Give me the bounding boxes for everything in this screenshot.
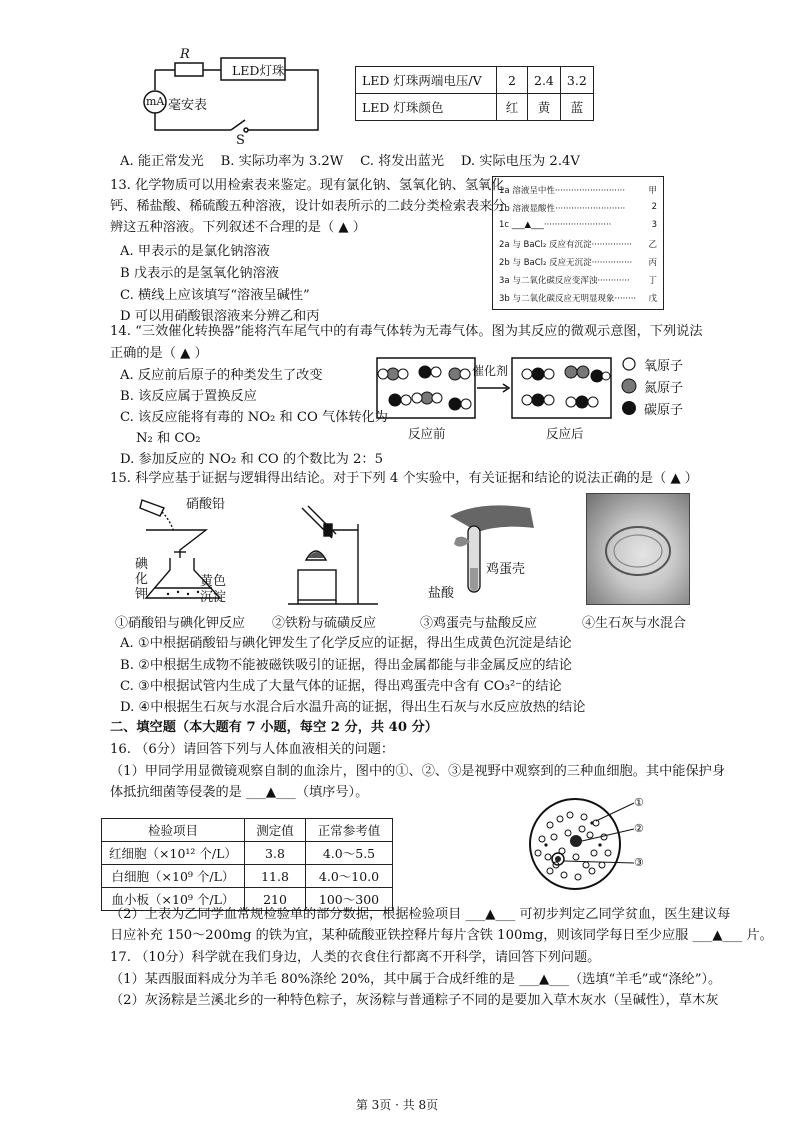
q17-line-3: （2）灰汤粽是兰溪北乡的一种特色粽子，灰汤粽与普通粽子不同的是要加入草木灰水（呈碱性），草木灰 — [110, 993, 719, 1008]
caption-experiment-3: ③鸡蛋壳与盐酸反应 — [420, 616, 538, 631]
milliammeter-symbol: mA — [146, 95, 165, 108]
legend-nitrogen: 氮原子 — [644, 381, 684, 396]
q14-option-d: D. 参加反应的 NO₂ 和 CO 的个数比为 2：5 — [120, 452, 384, 467]
legend-oxygen: 氧原子 — [644, 359, 684, 374]
marker-2: ② — [634, 822, 644, 835]
page-footer: 第 3页 · 共 8页 — [355, 1098, 439, 1112]
table-cell: 白细胞（×10⁹ 个/L） — [102, 865, 245, 888]
table-header-cell: LED 灯珠颜色 — [356, 94, 497, 121]
caption-experiment-2: ②铁粉与硫磺反应 — [272, 616, 377, 631]
blood-smear-diagram — [520, 795, 640, 895]
led-table — [355, 66, 594, 121]
section-2-heading: 二、填空题（本大题有 7 小题，每空 2 分，共 40 分） — [110, 720, 438, 735]
table-cell: 3.8 — [245, 842, 306, 865]
q16-line-5: 日应补充 150～200mg 的铁为宜，某种硫酸亚铁控释片每片含铁 100mg，则该同学每日至少应服 ___▲___ 片。 — [110, 928, 773, 943]
table-cell: 4.0～10.0 — [306, 865, 393, 888]
led-label: LED灯珠 — [232, 63, 285, 78]
q16-line-2: （1）甲同学用显微镜观察自制的血涂片，图中的①、②、③是视野中观察到的三种血细胞。其中能保护身 — [110, 764, 726, 779]
table-cell: 血小板（×10⁹ 个/L） — [102, 888, 245, 911]
q15-option-c: C. ③中根据试管内生成了大量气体的证据，得出鸡蛋壳中含有 CO₃²⁻的结论 — [120, 679, 562, 694]
q15-line: 15. 科学应基于证据与逻辑得出结论。对于下列 4 个实验中，有关证据和结论的说法正确的是（ ▲ ） — [110, 471, 698, 486]
ki-label-3: 钾 — [135, 587, 149, 602]
switch-label: S — [236, 133, 245, 148]
oxygen-atom-icon — [623, 358, 635, 370]
q13-option-c: C. 横线上应该填写“溶液呈碱性” — [120, 288, 310, 303]
table-cell: 黄 — [528, 94, 561, 121]
table-cell: 2 — [497, 67, 528, 94]
key-row-text: 2b 与 BaCl₂ 反应无沉淀··············· — [499, 258, 633, 268]
key-row — [499, 184, 657, 196]
atom-legend-icons — [620, 355, 640, 419]
q16-line-4: （2）上表为乙同学血常规检验单的部分数据，根据检验项目 ___▲___ 可初步判定乙同学贫血，医生建议每 — [110, 907, 731, 922]
q13-line-2: 钙、稀盐酸、稀硫酸五种溶液，设计如表所示的二歧分类检索表来分 — [110, 199, 506, 214]
hcl-label: 盐酸 — [428, 586, 455, 601]
marker-3: ③ — [634, 856, 644, 869]
q13-option-a: A. 甲表示的是氯化钠溶液 — [120, 244, 270, 259]
q14-option-c-cont: N₂ 和 CO₂ — [136, 431, 201, 446]
experiment-4-bubble-icon — [596, 513, 678, 583]
blood-test-table — [101, 818, 393, 911]
key-row — [499, 274, 657, 286]
marker-1: ① — [634, 796, 644, 809]
ki-label-2: 化 — [135, 572, 149, 587]
table-row — [102, 865, 393, 888]
table-row — [102, 819, 393, 842]
legend-carbon: 碳原子 — [644, 403, 684, 418]
key-row-result: 2 — [651, 202, 657, 212]
key-row-text: 3b 与二氧化碳反应无明显现象········ — [499, 294, 637, 304]
yellow-precipitate-label-1: 黄色 — [200, 574, 227, 589]
experiment-2-figure — [288, 500, 378, 608]
q13-option-b: B 戊表示的是氢氧化钠溶液 — [120, 266, 279, 281]
table-row — [102, 842, 393, 865]
table-cell: 11.8 — [245, 865, 306, 888]
key-row-result: 丁 — [648, 276, 657, 286]
q15-option-b: B. ②中根据生成物不能被磁铁吸引的证据，得出金属都能与非金属反应的结论 — [120, 658, 572, 673]
table-cell: 210 — [245, 888, 306, 911]
lead-nitrate-label: 硝酸铅 — [186, 497, 226, 512]
table-cell: 蓝 — [560, 94, 593, 121]
nitrogen-atom-icon — [622, 379, 636, 393]
table-row — [356, 67, 594, 94]
eggshell-label: 鸡蛋壳 — [486, 562, 526, 577]
key-row-text: 1b 溶液显酸性·························· — [499, 204, 626, 214]
table-cell: 4.0～5.5 — [306, 842, 393, 865]
q16-line-3: 体抵抗细菌等侵袭的是 ___▲___（填序号）。 — [110, 785, 369, 800]
key-row-result: 甲 — [648, 186, 657, 196]
table-header-cell: 测定值 — [245, 819, 306, 842]
q14-option-c: C. 该反应能将有毒的 NO₂ 和 CO 气体转化为 — [120, 410, 388, 425]
before-label: 反应前 — [408, 426, 446, 441]
table-cell: 2.4 — [528, 67, 561, 94]
key-row-result: 戊 — [648, 294, 657, 304]
catalyst-label: 催化剂 — [472, 364, 509, 378]
milliammeter-label: 毫安表 — [168, 98, 208, 113]
q17-line-2: （1）某西服面料成分为羊毛 80%涤纶 20%，其中属于合成纤维的是 ___▲___（选填“羊毛”或“涤纶”）。 — [110, 972, 722, 987]
key-row-result: 3 — [651, 220, 657, 230]
table-header-cell: 正常参考值 — [306, 819, 393, 842]
key-row — [499, 220, 657, 230]
key-row-text: 2a 与 BaCl₂ 反应有沉淀··············· — [499, 240, 632, 250]
table-header-cell: LED 灯珠两端电压/V — [356, 67, 497, 94]
carbon-atom-icon — [622, 401, 636, 415]
q13-line-1: 13. 化学物质可以用检索表来鉴定。现有氯化钠、氢氧化钠、氢氧化 — [110, 178, 505, 193]
key-row-text: 1c ___▲___························· — [499, 220, 612, 230]
table-cell: 3.2 — [560, 67, 593, 94]
table-cell: 100～300 — [306, 888, 393, 911]
key-row-result: 丙 — [648, 258, 657, 268]
q12-options: A. 能正常发光 B. 实际功率为 3.2W C. 将发出蓝光 D. 实际电压为 2.4V — [120, 154, 580, 169]
q13-line-3: 辨这五种溶液。下列叙述不合理的是（ ▲ ） — [110, 220, 366, 235]
q16-line-1: 16. （6分）请回答下列与人体血液相关的问题： — [110, 742, 395, 757]
table-cell: 红 — [497, 94, 528, 121]
q14-line-1: 14. “三效催化转换器”能将汽车尾气中的有毒气体转为无毒气体。图为其反应的微观示意图，下列说法 — [110, 324, 703, 339]
resistor-label: R — [180, 47, 190, 62]
q15-option-a: A. ①中根据硝酸铅与碘化钾发生了化学反应的证据，得出生成黄色沉淀是结论 — [120, 636, 572, 651]
after-label: 反应后 — [546, 426, 584, 441]
caption-experiment-4: ④生石灰与水混合 — [582, 616, 687, 631]
key-row — [499, 292, 657, 304]
q17-line-1: 17. （10分）科学就在我们身边，人类的衣食住行都离不开科学，请回答下列问题。 — [110, 950, 601, 965]
table-cell: 红细胞（×10¹² 个/L） — [102, 842, 245, 865]
q14-option-a: A. 反应前后原子的种类发生了改变 — [120, 368, 323, 383]
q14-line-2: 正确的是（ ▲ ） — [110, 346, 208, 361]
key-row — [499, 256, 657, 268]
key-row — [499, 202, 657, 214]
key-row — [499, 238, 657, 250]
key-row-result: 乙 — [648, 240, 657, 250]
table-row — [356, 94, 594, 121]
ki-label-1: 碘 — [135, 557, 149, 572]
key-row-text: 1a 溶液呈中性·························· — [499, 186, 626, 196]
q15-option-d: D. ④中根据生石灰与水混合后水温升高的证据，得出生石灰与水反应放热的结论 — [120, 700, 586, 715]
key-row-text: 3a 与二氧化碳反应变浑浊············ — [499, 276, 630, 286]
q14-option-b: B. 该反应属于置换反应 — [120, 389, 257, 404]
caption-experiment-1: ①硝酸铅与碘化钾反应 — [115, 616, 246, 631]
yellow-precipitate-label-2: 沉淀 — [200, 590, 227, 605]
q13-option-d: D 可以用硝酸银溶液来分辨乙和丙 — [120, 309, 320, 324]
table-header-cell: 检验项目 — [102, 819, 245, 842]
classification-key — [492, 176, 664, 310]
